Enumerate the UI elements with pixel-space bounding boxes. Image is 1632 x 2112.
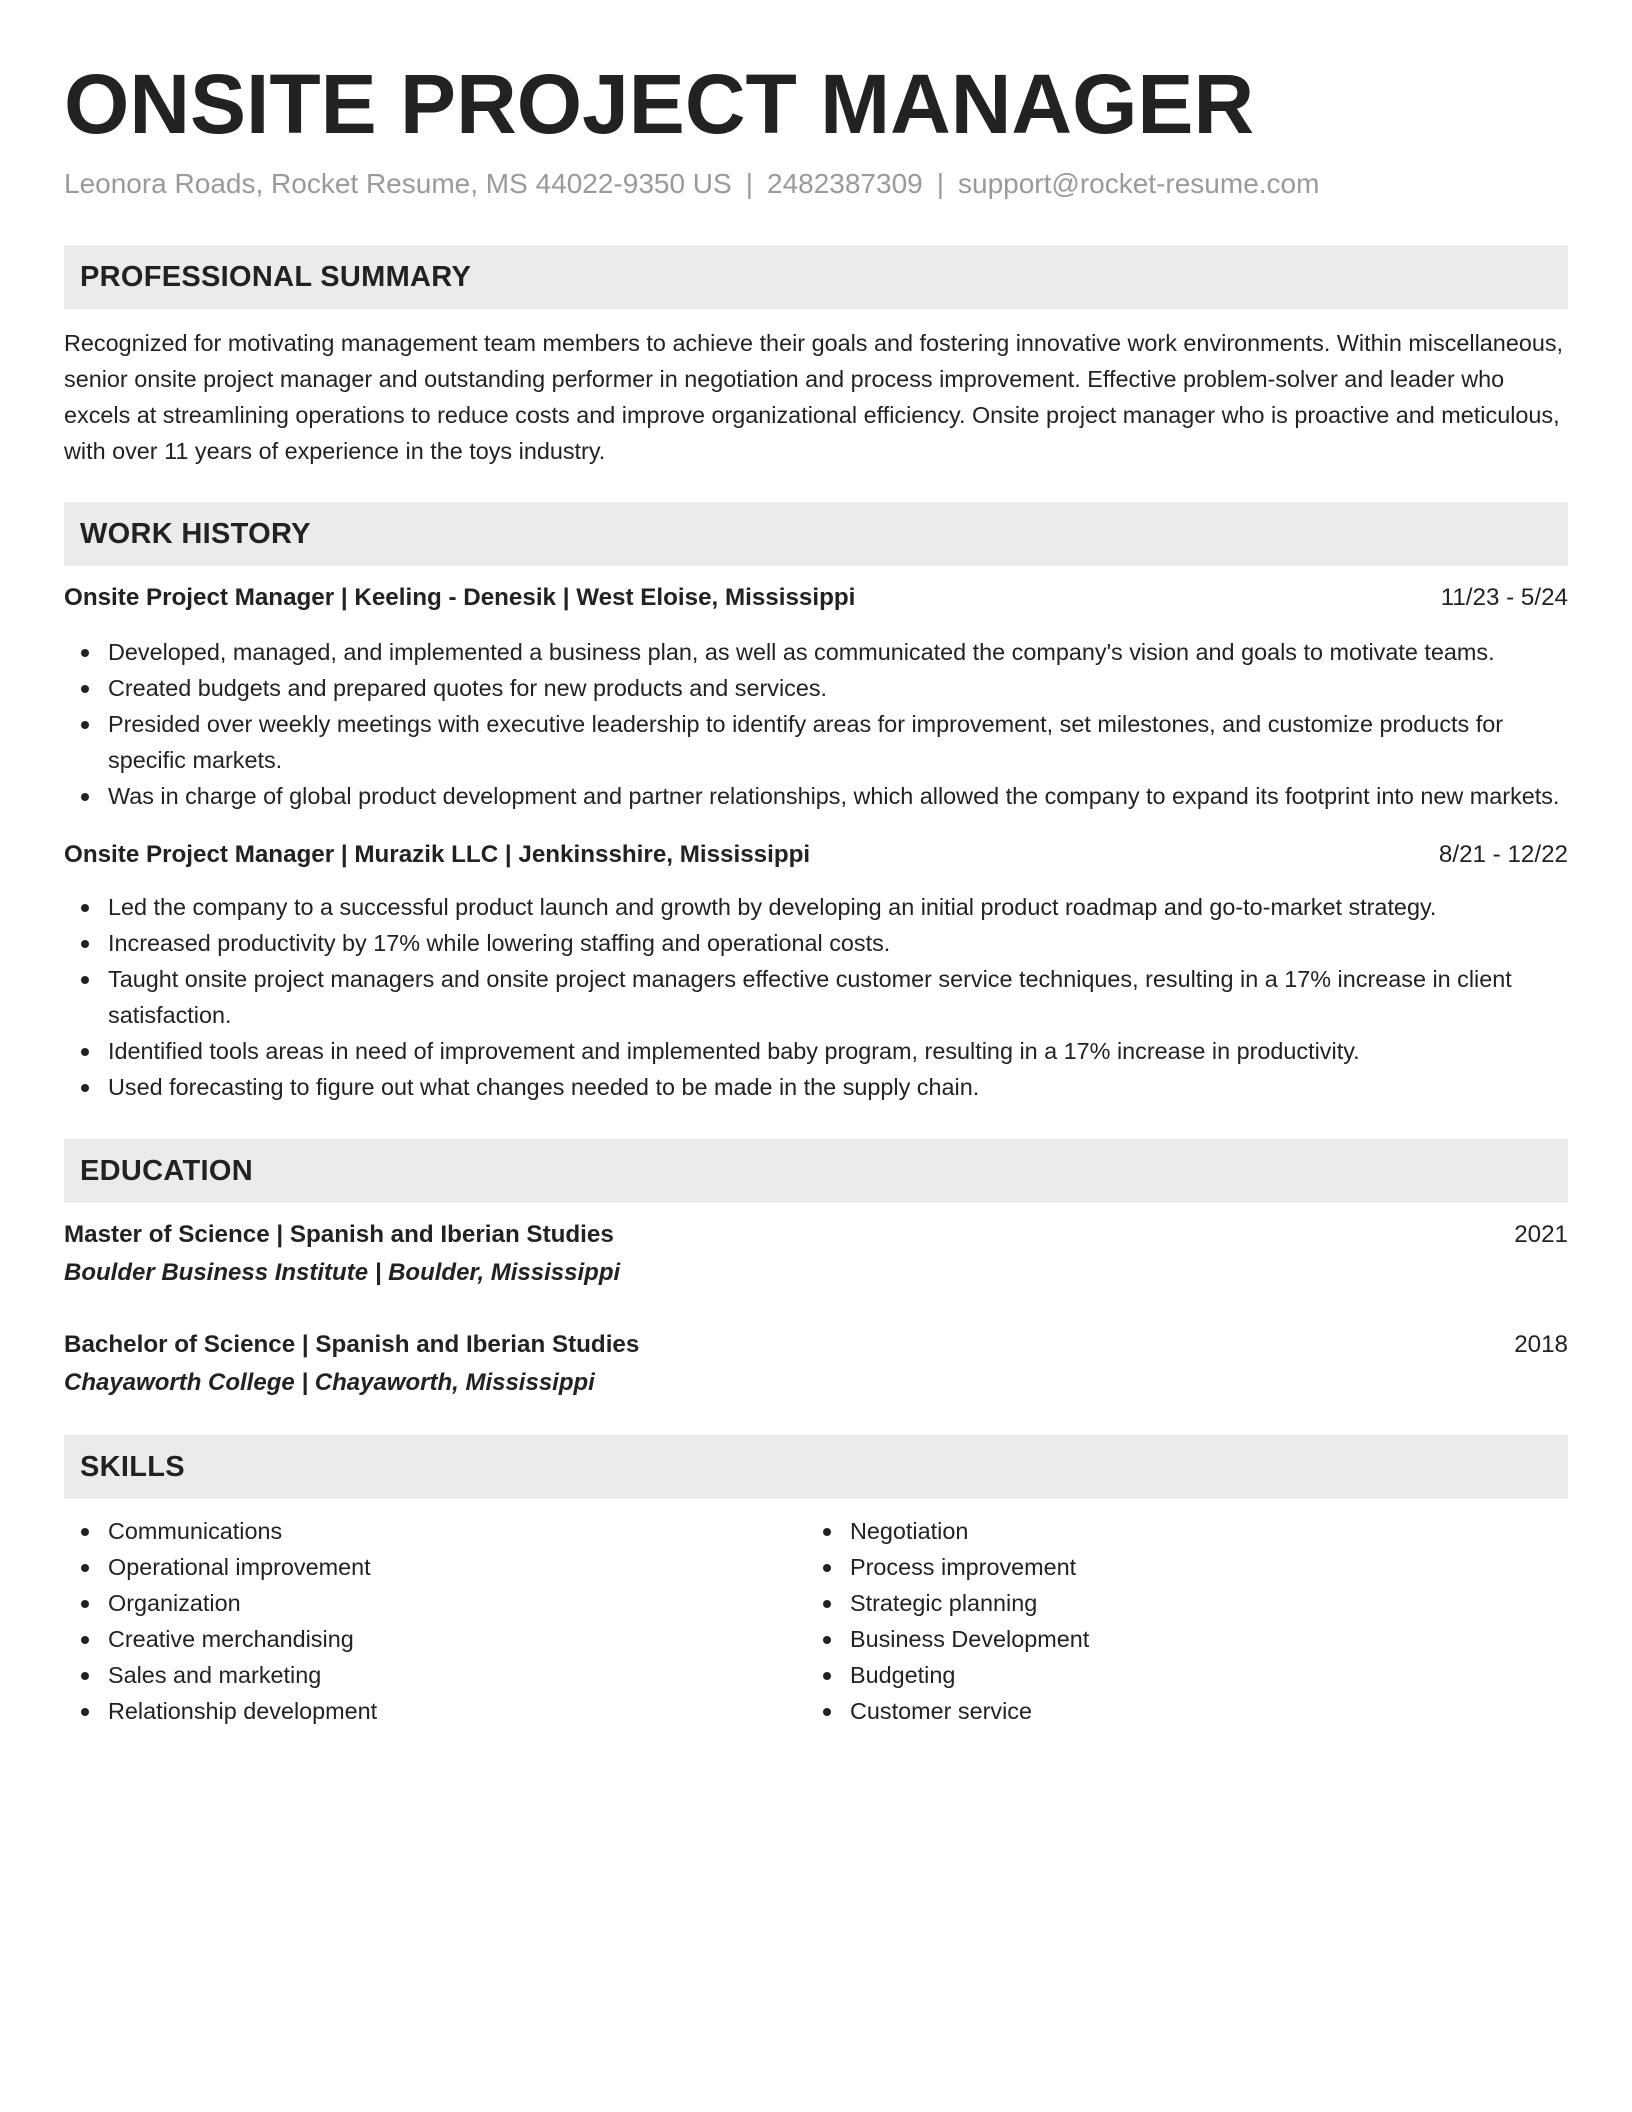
job-dates: 11/23 - 5/24 bbox=[1440, 584, 1568, 611]
skills-list-right bbox=[806, 1513, 1548, 1729]
job-bullet: Presided over weekly meetings with executive leadership to identify areas for improvement, set milestones, and customize products for specific markets. bbox=[64, 706, 1568, 778]
contact-address: Leonora Roads, Rocket Resume, MS 44022-9350 US bbox=[64, 168, 732, 199]
job-bullet: Increased productivity by 17% while lowering staffing and operational costs. bbox=[64, 925, 1568, 961]
summary-text: Recognized for motivating management team members to achieve their goals and fostering innovative work environments. Within miscellaneous, senior onsite project manager and outstanding performer in negotiation and process improvement. Effective problem-solver and leader who excels at streamlining operations to reduce costs and improve organizational efficiency. Onsite project manager who is proactive and meticulous, with over 11 years of experience in the toys industry. bbox=[64, 330, 1564, 464]
section-heading-work: WORK HISTORY bbox=[64, 502, 1568, 566]
education-entry bbox=[64, 1217, 1568, 1291]
skill-item: Business Development bbox=[806, 1621, 1548, 1657]
job-dates: 8/21 - 12/22 bbox=[1438, 841, 1568, 868]
job-title: Onsite Project Manager | Keeling - Denesik | West Eloise, Mississippi bbox=[64, 584, 856, 611]
education-school: Boulder Business Institute | Boulder, Mississippi bbox=[64, 1259, 621, 1286]
job-header bbox=[64, 580, 1568, 616]
contact-email[interactable]: support@rocket-resume.com bbox=[958, 168, 1320, 199]
education-degree: Master of Science | Spanish and Iberian Studies bbox=[64, 1221, 614, 1248]
skill-item: Operational improvement bbox=[64, 1549, 806, 1585]
skills-columns bbox=[64, 1513, 1568, 1729]
skill-item: Budgeting bbox=[806, 1657, 1548, 1693]
job-bullets bbox=[64, 634, 1568, 814]
resume-page bbox=[64, 56, 1568, 1729]
job-bullet: Created budgets and prepared quotes for new products and services. bbox=[64, 670, 1568, 706]
job-bullet: Was in charge of global product development and partner relationships, which allowed the company to expand its footprint into new markets. bbox=[64, 778, 1568, 814]
skill-item: Relationship development bbox=[64, 1693, 806, 1729]
section-heading-education: EDUCATION bbox=[64, 1139, 1568, 1203]
skill-item: Communications bbox=[64, 1513, 806, 1549]
education-year: 2021 bbox=[1514, 1221, 1568, 1248]
education-degree: Bachelor of Science | Spanish and Iberian Studies bbox=[64, 1331, 640, 1358]
contact-separator: | bbox=[745, 168, 753, 199]
skill-item: Customer service bbox=[806, 1693, 1548, 1729]
skill-item: Sales and marketing bbox=[64, 1657, 806, 1693]
contact-separator: | bbox=[936, 168, 945, 199]
education-header bbox=[64, 1327, 1568, 1363]
job-entry bbox=[64, 580, 1568, 814]
section-heading-skills: SKILLS bbox=[64, 1435, 1568, 1499]
job-bullet: Identified tools areas in need of improvement and implemented baby program, resulting in a 17% increase in productivity. bbox=[64, 1033, 1568, 1069]
contact-phone: 2482387309 bbox=[767, 168, 923, 199]
education-year: 2018 bbox=[1514, 1331, 1568, 1358]
job-entry bbox=[64, 837, 1568, 1105]
skills-list-left bbox=[64, 1513, 806, 1729]
contact-line bbox=[64, 166, 1568, 202]
job-header bbox=[64, 837, 1568, 873]
skill-item: Negotiation bbox=[806, 1513, 1548, 1549]
job-bullet: Led the company to a successful product launch and growth by developing an initial product roadmap and go-to-market strategy. bbox=[64, 889, 1568, 925]
education-header bbox=[64, 1217, 1568, 1253]
skill-item: Process improvement bbox=[806, 1549, 1548, 1585]
education-school: Chayaworth College | Chayaworth, Mississippi bbox=[64, 1369, 595, 1396]
education-entry bbox=[64, 1327, 1568, 1401]
job-title: Onsite Project Manager | Murazik LLC | Jenkinsshire, Mississippi bbox=[64, 841, 811, 868]
job-bullet: Developed, managed, and implemented a business plan, as well as communicated the company's vision and goals to motivate teams. bbox=[64, 634, 1568, 670]
job-bullet: Taught onsite project managers and onsite project managers effective customer service techniques, resulting in a 17% increase in client satisfaction. bbox=[64, 961, 1568, 1033]
job-bullet: Used forecasting to figure out what changes needed to be made in the supply chain. bbox=[64, 1069, 1568, 1105]
resume-name: ONSITE PROJECT MANAGER bbox=[64, 57, 1255, 151]
section-heading-summary: PROFESSIONAL SUMMARY bbox=[64, 245, 1568, 309]
skill-item: Organization bbox=[64, 1585, 806, 1621]
skill-item: Creative merchandising bbox=[64, 1621, 806, 1657]
skill-item: Strategic planning bbox=[806, 1585, 1548, 1621]
job-bullets bbox=[64, 889, 1568, 1105]
